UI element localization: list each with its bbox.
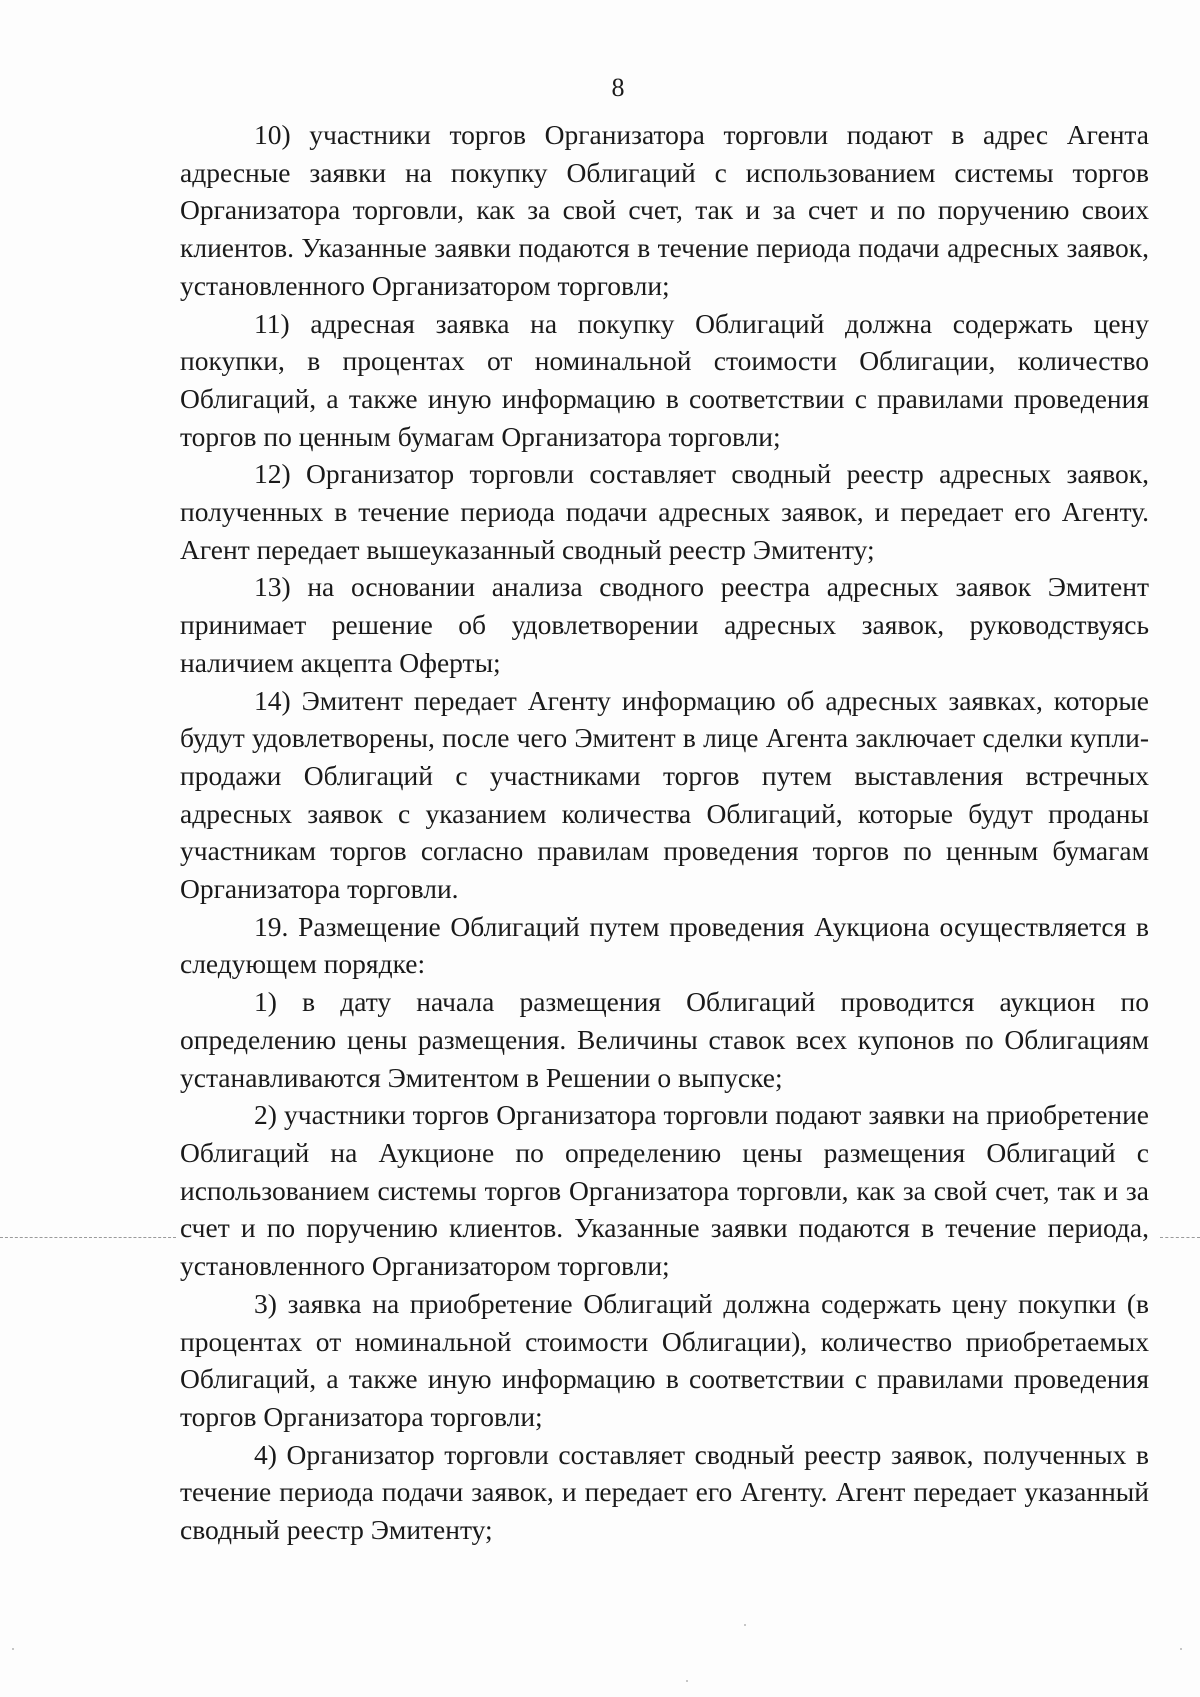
paragraph-step-2: 2) участники торгов Организатора торговли подают заявки на приобретение Облигаций на Аукционе по определению цены размещения Облигаций с использованием системы торгов Организатора торговли, как за свой счет, так и за счет и по поручению клиентов. Указанные заявки подаются в течение периода, установленного Организатором торговли; [180,1099,1149,1282]
page-number: 8 [611,73,625,102]
scan-artifact-line-right [1160,1237,1200,1238]
scan-speck [12,1648,14,1650]
paragraph-step-4: 4) Организатор торговли составляет сводный реестр заявок, полученных в течение периода подачи заявок, и передает его Агенту. Агент передает указанный сводный реестр Эмитенту; [180,1438,1149,1546]
paragraph-item-12: 12) Организатор торговли составляет сводный реестр адресных заявок, полученных в течение периода подачи адресных заявок, и передает его Агенту. Агент передает вышеуказанный сводный реестр Эмитенту; [180,458,1149,565]
scan-speck [744,1624,746,1626]
paragraph-item-11: 11) адресная заявка на покупку Облигаций должна содержать цену покупки, в процентах от номинальной стоимости Облигации, количество Облигаций, а также иную информацию в соответствии с правилами проведения торгов по ценным бумагам Организатора торговли; [180,307,1149,452]
scan-artifact-line-left [0,1237,176,1238]
paragraph-item-13: 13) на основании анализа сводного реестра адресных заявок Эмитент принимает решение об удовлетворении адресных заявок, руководствуясь наличием акцепта Оферты; [180,571,1149,678]
scan-speck [686,1680,688,1682]
paragraph-step-3: 3) заявка на приобретение Облигаций должна содержать цену покупки (в процентах от номинальной стоимости Облигации), количество приобретаемых Облигаций, а также иную информацию в соответствии с правилами проведения торгов Организатора торговли; [180,1287,1149,1432]
document-body [180,116,1149,1549]
scan-speck [1180,1648,1182,1650]
paragraph-step-1: 1) в дату начала размещения Облигаций проводится аукцион по определению цены размещения. Величины ставок всех купонов по Облигациям устанавливаются Эмитентом в Решении о выпуске; [180,986,1149,1093]
paragraph-section-19: 19. Размещение Облигаций путем проведения Аукциона осуществляется в следующем порядке: [180,910,1149,980]
paragraph-item-14: 14) Эмитент передает Агенту информацию об адресных заявках, которые будут удовлетворены, после чего Эмитент в лице Агента заключает сделки купли-продажи Облигаций с участниками торгов путем выставления встречных адресных заявок с указанием количества Облигаций, которые будут проданы участникам торгов согласно правилам проведения торгов по ценным бумагам Организатора торговли. [180,684,1149,905]
paragraph-item-10: 10) участники торгов Организатора торговли подают в адрес Агента адресные заявки на покупку Облигаций с использованием системы торгов Организатора торговли, как за свой счет, так и за счет и по поручению своих клиентов. Указанные заявки подаются в течение периода подачи адресных заявок, установленного Организатором торговли; [180,119,1149,301]
